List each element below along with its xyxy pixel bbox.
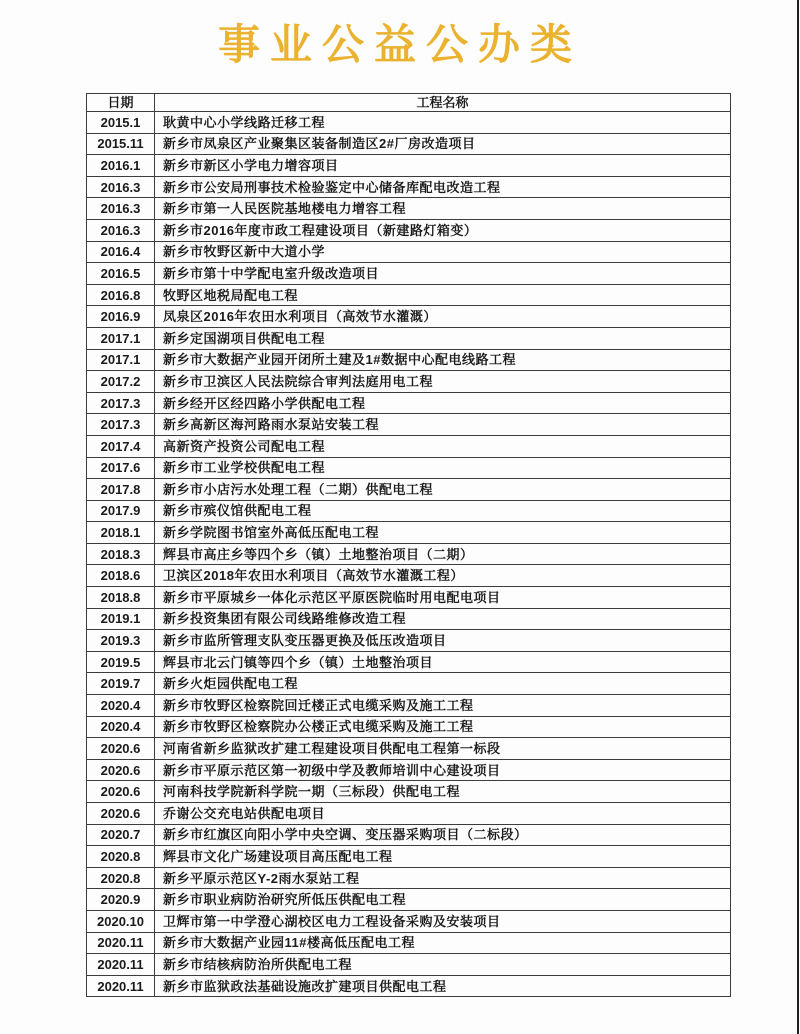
date-cell: 2020.4 [87, 716, 155, 738]
table-row [87, 198, 731, 220]
project-name-cell: 新乡市红旗区向阳小学中央空调、变压器采购项目（二标段） [155, 824, 731, 846]
table-row [87, 263, 731, 285]
project-name-cell: 新乡市卫滨区人民法院综合审判法庭用电工程 [155, 371, 731, 393]
date-cell: 2018.8 [87, 587, 155, 609]
project-name-cell: 卫辉市第一中学澄心湖校区电力工程设备采购及安装项目 [155, 910, 731, 932]
project-name-cell: 辉县市高庄乡等四个乡（镇）土地整治项目（二期） [155, 543, 731, 565]
projects-table [86, 93, 731, 997]
date-cell: 2019.5 [87, 651, 155, 673]
date-cell: 2019.1 [87, 608, 155, 630]
table-row [87, 889, 731, 911]
table-row [87, 846, 731, 868]
date-cell: 2017.2 [87, 371, 155, 393]
table-row [87, 716, 731, 738]
table-row [87, 457, 731, 479]
project-name-cell: 新乡市大数据产业园11#楼高低压配电工程 [155, 932, 731, 954]
project-name-cell: 新乡市平原城乡一体化示范区平原医院临时用电配电项目 [155, 587, 731, 609]
date-cell: 2017.8 [87, 479, 155, 501]
date-cell: 2016.3 [87, 219, 155, 241]
project-name-cell: 新乡学院图书馆室外高低压配电工程 [155, 522, 731, 544]
date-cell: 2020.6 [87, 803, 155, 825]
project-name-cell: 新乡市公安局刑事技术检验鉴定中心储备库配电改造工程 [155, 176, 731, 198]
date-cell: 2020.11 [87, 954, 155, 976]
date-cell: 2016.9 [87, 306, 155, 328]
project-name-cell: 新乡市结核病防治所供配电工程 [155, 954, 731, 976]
table-row [87, 284, 731, 306]
table-row [87, 932, 731, 954]
date-cell: 2017.4 [87, 435, 155, 457]
project-name-cell: 耿黄中心小学线路迁移工程 [155, 112, 731, 134]
project-name-cell: 新乡市监狱政法基础设施改扩建项目供配电工程 [155, 975, 731, 997]
date-cell: 2016.5 [87, 263, 155, 285]
date-cell: 2016.4 [87, 241, 155, 263]
table-row [87, 522, 731, 544]
project-name-cell: 新乡市第一人民医院基地楼电力增容工程 [155, 198, 731, 220]
date-cell: 2016.8 [87, 284, 155, 306]
project-name-cell: 新乡市殡仪馆供配电工程 [155, 500, 731, 522]
table-row [87, 587, 731, 609]
table-row [87, 651, 731, 673]
table-row [87, 306, 731, 328]
project-name-cell: 新乡市小店污水处理工程（二期）供配电工程 [155, 479, 731, 501]
project-name-cell: 新乡高新区海河路雨水泵站安装工程 [155, 414, 731, 436]
table-row [87, 867, 731, 889]
project-name-cell: 牧野区地税局配电工程 [155, 284, 731, 306]
table-row [87, 954, 731, 976]
project-name-cell: 辉县市文化广场建设项目高压配电工程 [155, 846, 731, 868]
date-cell: 2020.9 [87, 889, 155, 911]
date-cell: 2018.3 [87, 543, 155, 565]
table-header [87, 94, 731, 112]
date-cell: 2017.1 [87, 327, 155, 349]
page-right-edge-line [797, 0, 799, 1034]
table-row [87, 414, 731, 436]
date-cell: 2017.9 [87, 500, 155, 522]
project-name-cell: 新乡市大数据产业园开闭所土建及1#数据中心配电线路工程 [155, 349, 731, 371]
project-name-cell: 新乡市工业学校供配电工程 [155, 457, 731, 479]
date-cell: 2020.6 [87, 759, 155, 781]
date-cell: 2016.3 [87, 198, 155, 220]
table-row [87, 112, 731, 134]
project-name-cell: 河南省新乡监狱改扩建工程建设项目供配电工程第一标段 [155, 738, 731, 760]
project-name-cell: 高新资产投资公司配电工程 [155, 435, 731, 457]
project-name-cell: 乔谢公交充电站供配电项目 [155, 803, 731, 825]
table-row [87, 738, 731, 760]
date-cell: 2020.7 [87, 824, 155, 846]
project-name-cell: 河南科技学院新科学院一期（三标段）供配电工程 [155, 781, 731, 803]
date-cell: 2018.6 [87, 565, 155, 587]
table-row [87, 176, 731, 198]
date-cell: 2015.11 [87, 133, 155, 155]
project-name-cell: 新乡市凤泉区产业聚集区装备制造区2#厂房改造项目 [155, 133, 731, 155]
table-row [87, 155, 731, 177]
table-row [87, 759, 731, 781]
date-cell: 2020.8 [87, 846, 155, 868]
date-cell: 2017.1 [87, 349, 155, 371]
table-row [87, 803, 731, 825]
table-row [87, 133, 731, 155]
date-cell: 2019.3 [87, 630, 155, 652]
table-row [87, 630, 731, 652]
table-row [87, 543, 731, 565]
project-name-cell: 新乡火炬园供配电工程 [155, 673, 731, 695]
project-name-column-header: 工程名称 [155, 94, 731, 112]
page-title: 事业公益公办类 [217, 21, 582, 68]
project-name-cell: 新乡平原示范区Y-2雨水泵站工程 [155, 867, 731, 889]
date-column-header: 日期 [87, 94, 155, 112]
table-row [87, 673, 731, 695]
table-body [87, 112, 731, 997]
table-row [87, 565, 731, 587]
date-cell: 2020.8 [87, 867, 155, 889]
table-row [87, 500, 731, 522]
table-row [87, 327, 731, 349]
table-row [87, 695, 731, 717]
project-name-cell: 新乡市牧野区检察院办公楼正式电缆采购及施工工程 [155, 716, 731, 738]
table-row [87, 241, 731, 263]
project-name-cell: 新乡市监所管理支队变压器更换及低压改造项目 [155, 630, 731, 652]
date-cell: 2017.3 [87, 414, 155, 436]
table-row [87, 219, 731, 241]
table-row [87, 608, 731, 630]
project-name-cell: 新乡经开区经四路小学供配电工程 [155, 392, 731, 414]
project-name-cell: 新乡定国湖项目供配电工程 [155, 327, 731, 349]
date-cell: 2020.10 [87, 910, 155, 932]
project-name-cell: 新乡市第十中学配电室升级改造项目 [155, 263, 731, 285]
date-cell: 2020.11 [87, 932, 155, 954]
project-name-cell: 辉县市北云门镇等四个乡（镇）土地整治项目 [155, 651, 731, 673]
project-name-cell: 新乡市职业病防治研究所低压供配电工程 [155, 889, 731, 911]
table-row [87, 435, 731, 457]
date-cell: 2020.6 [87, 781, 155, 803]
table-row [87, 910, 731, 932]
project-name-cell: 新乡市牧野区检察院回迁楼正式电缆采购及施工工程 [155, 695, 731, 717]
table-row [87, 392, 731, 414]
project-name-cell: 新乡市平原示范区第一初级中学及教师培训中心建设项目 [155, 759, 731, 781]
table-row [87, 781, 731, 803]
date-cell: 2017.6 [87, 457, 155, 479]
header-row [87, 94, 731, 112]
date-cell: 2020.11 [87, 975, 155, 997]
table-row [87, 824, 731, 846]
table-row [87, 349, 731, 371]
project-name-cell: 新乡投资集团有限公司线路维修改造工程 [155, 608, 731, 630]
project-name-cell: 卫滨区2018年农田水利项目（高效节水灌溉工程） [155, 565, 731, 587]
date-cell: 2019.7 [87, 673, 155, 695]
table-row [87, 479, 731, 501]
date-cell: 2020.6 [87, 738, 155, 760]
date-cell: 2015.1 [87, 112, 155, 134]
table-row [87, 975, 731, 997]
project-name-cell: 新乡市牧野区新中大道小学 [155, 241, 731, 263]
date-cell: 2016.3 [87, 176, 155, 198]
project-name-cell: 凤泉区2016年农田水利项目（高效节水灌溉） [155, 306, 731, 328]
date-cell: 2017.3 [87, 392, 155, 414]
project-name-cell: 新乡市2016年度市政工程建设项目（新建路灯箱变） [155, 219, 731, 241]
date-cell: 2020.4 [87, 695, 155, 717]
date-cell: 2018.1 [87, 522, 155, 544]
project-name-cell: 新乡市新区小学电力增容项目 [155, 155, 731, 177]
date-cell: 2016.1 [87, 155, 155, 177]
table-row [87, 371, 731, 393]
